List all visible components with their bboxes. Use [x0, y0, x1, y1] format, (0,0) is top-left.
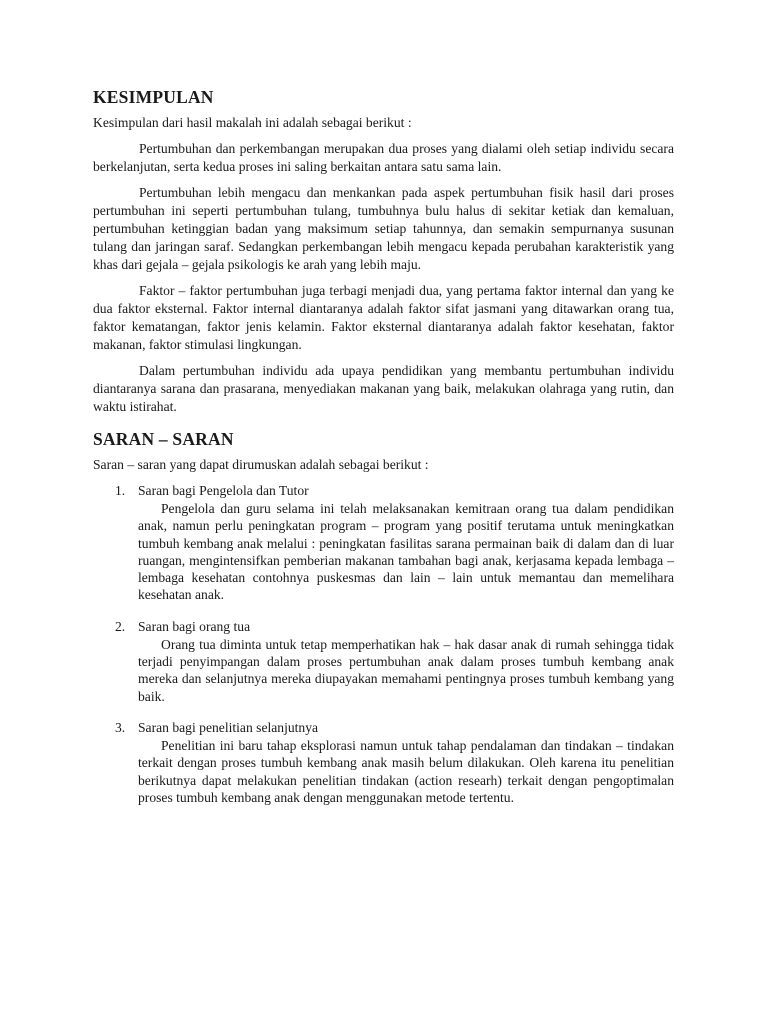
suggestions-list	[93, 482, 674, 806]
conclusion-paragraph-3: Faktor – faktor pertumbuhan juga terbagi menjadi dua, yang pertama faktor internal dan yang ke dua faktor eksternal. Faktor internal diantaranya adalah faktor sifat jasmani yang ditawarkan orang tua, faktor kematangan, faktor jenis kelamin. Faktor eksternal diantaranya adalah faktor kesehatan, faktor makanan, faktor stimulasi lingkungan.	[93, 283, 674, 352]
suggestions-intro: Saran – saran yang dapat dirumuskan adalah sebagai berikut :	[93, 457, 429, 472]
conclusion-paragraph-1: Pertumbuhan dan perkembangan merupakan dua proses yang dialami oleh setiap individu secara berkelanjutan, serta kedua proses ini saling berkaitan antara satu sama lain.	[93, 141, 674, 174]
conclusion-paragraph-4: Dalam pertumbuhan individu ada upaya pendidikan yang membantu pertumbuhan individu diantaranya sarana dan prasarana, menyediakan makanan yang baik, melakukan olahraga yang rutin, dan waktu istirahat.	[93, 363, 674, 414]
conclusion-intro: Kesimpulan dari hasil makalah ini adalah sebagai berikut :	[93, 115, 412, 130]
suggestion-title: Saran bagi Pengelola dan Tutor	[138, 483, 309, 498]
suggestion-body: Orang tua diminta untuk tetap memperhatikan hak – hak dasar anak di rumah sehingga tidak terjadi penyimpangan dalam proses pertumbuhan anak dalam proses tumbuh kembang anak mereka dan selanjutnya mereka diupayakan memahami pentingnya proses tumbuh kembang yang baik.	[138, 636, 674, 704]
list-item	[115, 719, 674, 806]
suggestion-title-row	[115, 482, 674, 500]
suggestion-body: Pengelola dan guru selama ini telah melaksanakan kemitraan orang tua dalam pendidikan anak, namun perlu peningkatan program – program yang positif terutama untuk meningkatkan tumbuh kembang anak melalui : peningkatan fasilitas sarana permainan baik di dalam dan di luar ruangan, mengintensifkan pemberian makanan tambahan bagi anak, kerjasama kepada lembaga – lembaga kesehatan contohnya puskesmas dan lain – lain untuk memantau dan memelihara kesehatan anak.	[138, 501, 674, 603]
list-number: 3.	[115, 719, 126, 735]
suggestion-title: Saran bagi orang tua	[138, 618, 251, 634]
suggestions-heading: SARAN – SARAN	[93, 429, 234, 449]
list-item	[115, 618, 674, 705]
suggestion-body: Penelitian ini baru tahap eksplorasi namun untuk tahap pendalaman dan tindakan – tindakan terkait dengan proses tumbuh kembang anak masih belum dilakukan. Oleh karena itu penelitian berikutnya dapat melakukan penelitian tindakan (action researh) terkait dengan pengoptimalan proses tumbuh kembang anak dengan menggunakan metode tertentu.	[138, 737, 674, 805]
list-number: 1.	[115, 483, 126, 498]
suggestion-title: Saran bagi penelitian selanjutnya	[138, 719, 319, 735]
suggestion-title-row	[115, 618, 674, 636]
list-item	[115, 482, 674, 604]
conclusion-heading: KESIMPULAN	[93, 87, 214, 107]
list-number: 2.	[115, 618, 126, 634]
conclusion-paragraph-2: Pertumbuhan lebih mengacu dan menkankan pada aspek pertumbuhan fisik hasil dari proses pertumbuhan ini seperti pertumbuhan tulang, tumbuhnya bulu halus di sekitar ketiak dan kemaluan, pertumbuhan ketinggian badan yang maksimum setiap tahunnya, dan semakin sempurnanya susunan tulang dan jaringan saraf. Sedangkan perkembangan lebih mengacu kepada perubahan karakteristik yang khas dari gejala – gejala psikologis ke arah yang lebih maju.	[93, 185, 674, 272]
suggestion-title-row	[115, 719, 674, 737]
